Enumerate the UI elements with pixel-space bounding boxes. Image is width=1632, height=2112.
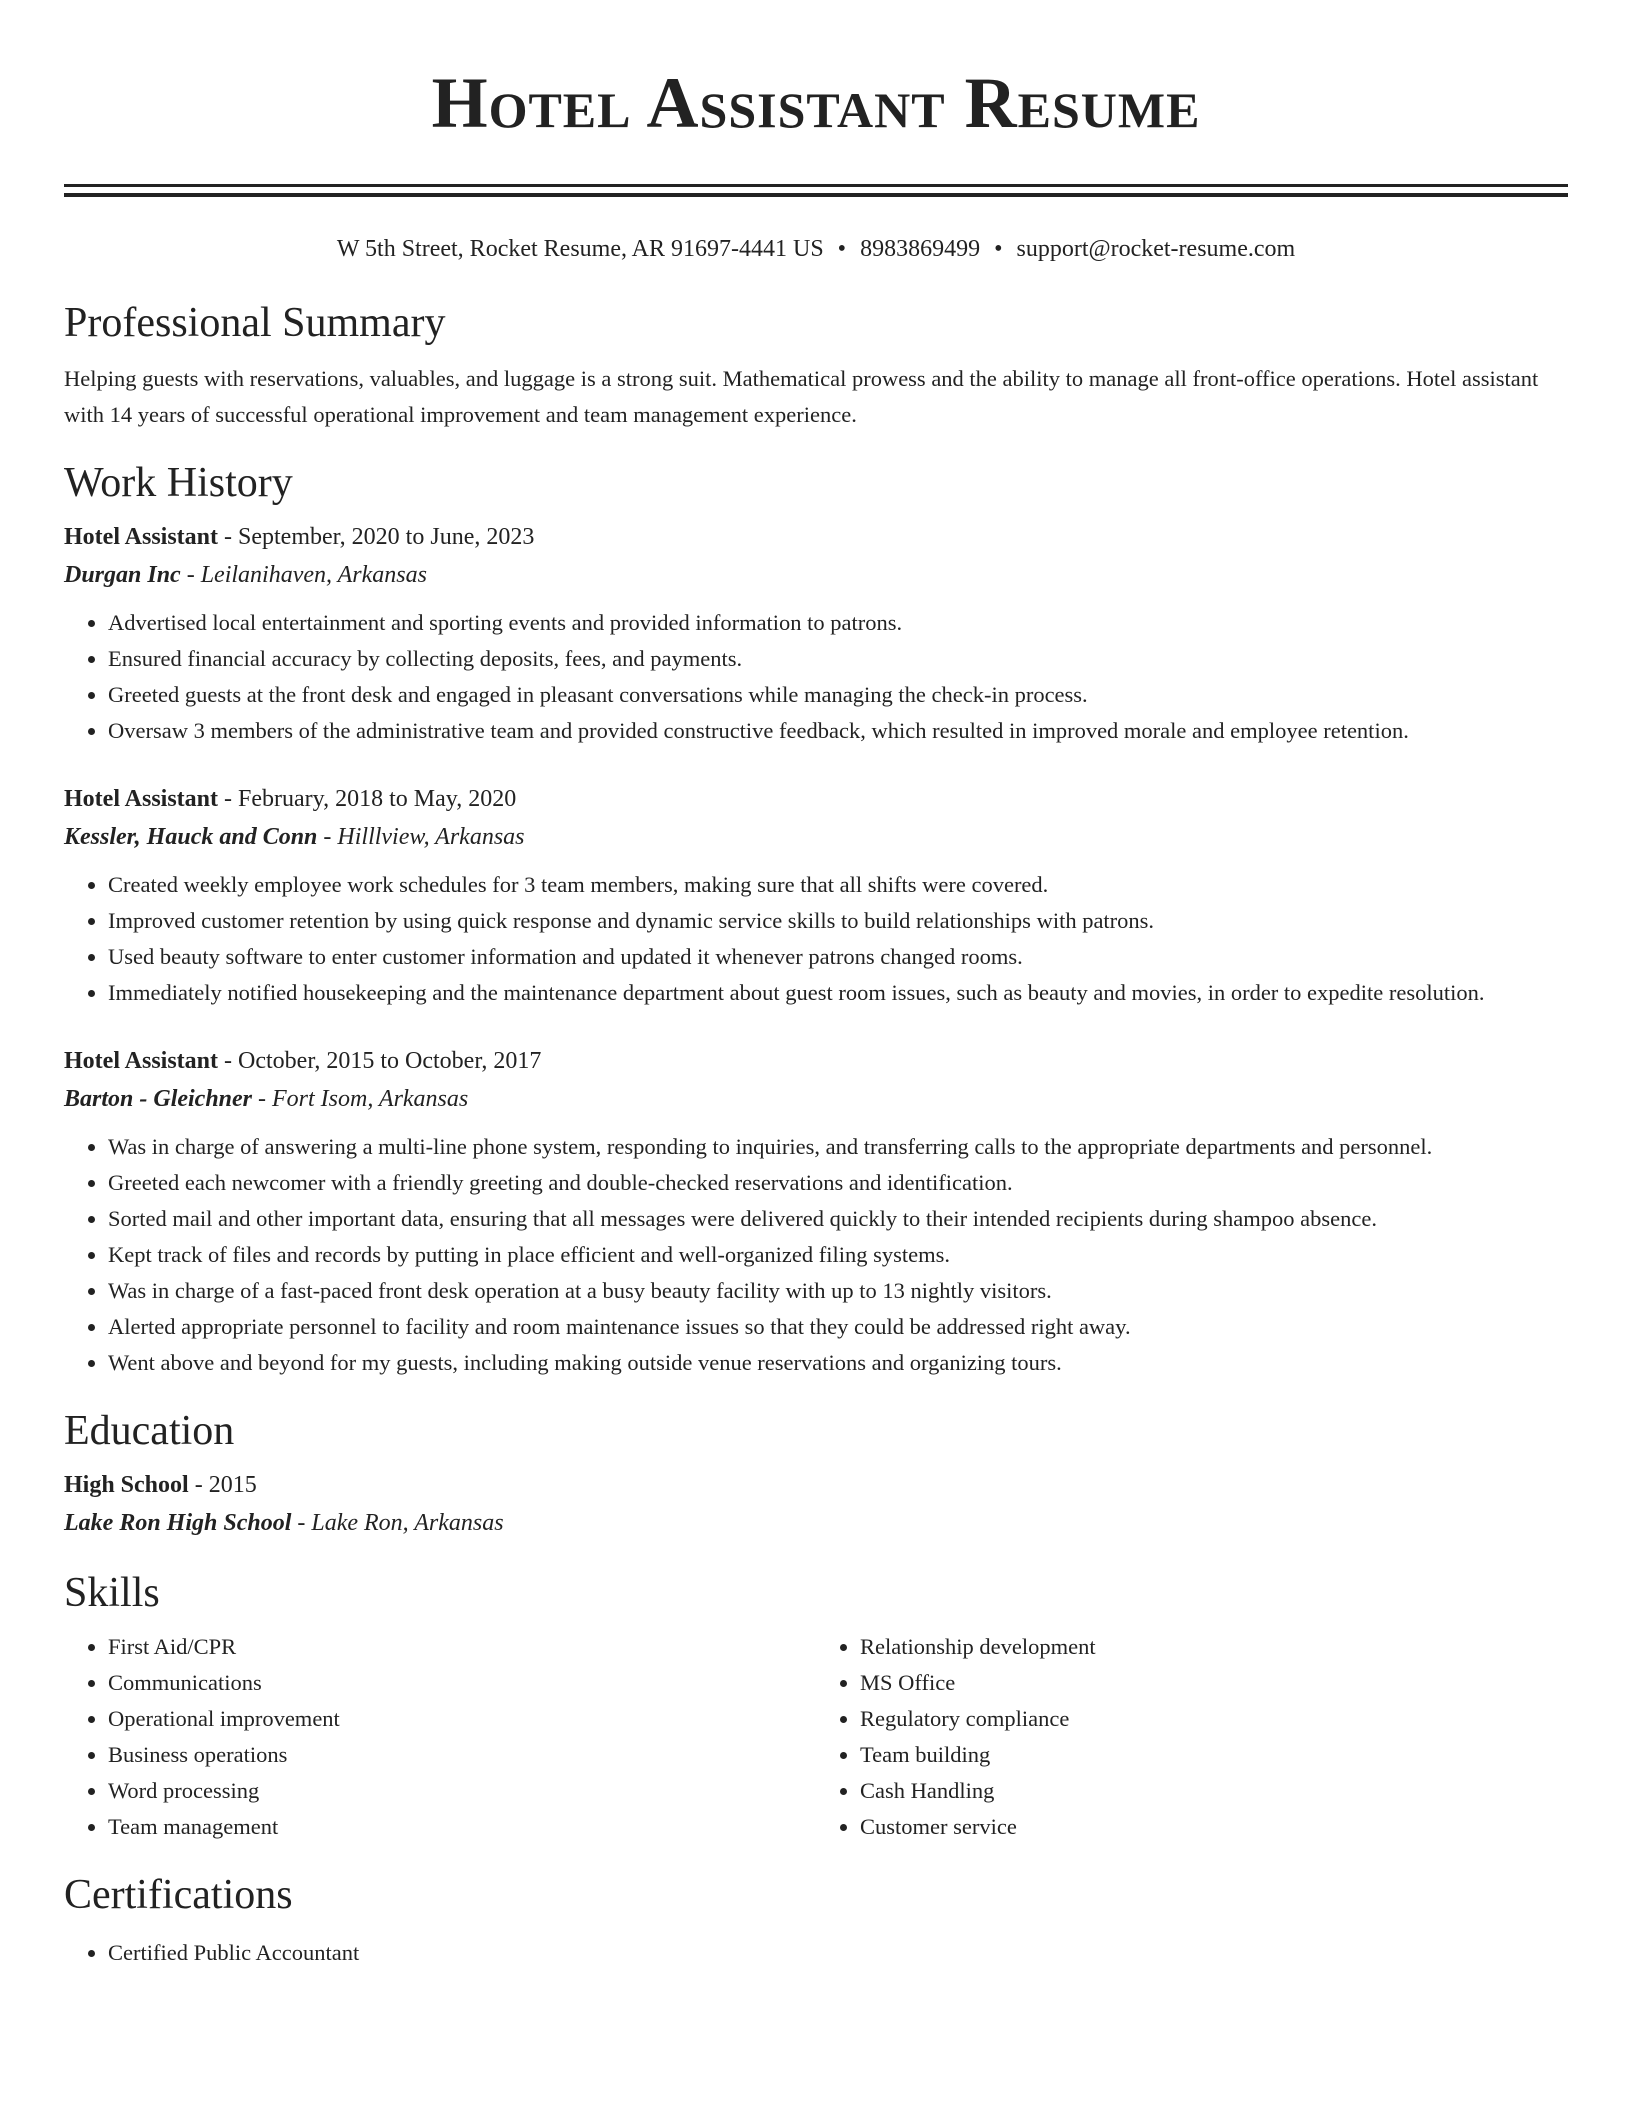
certifications-list: [64, 1935, 1568, 1971]
separator-dot: •: [837, 236, 847, 262]
degree-line: [64, 1467, 1568, 1503]
list-item: • Ensured financial accuracy by collecting deposits, fees, and payments.: [108, 641, 1568, 677]
job-dates: - October, 2015 to October, 2017: [218, 1048, 542, 1074]
list-item: • Improved customer retention by using quick response and dynamic service skills to build relationships with patrons.: [108, 903, 1568, 939]
list-item: • Immediately notified housekeeping and the maintenance department about guest room issues, such as beauty and movies, in order to expedite resolution.: [108, 975, 1568, 1011]
skill-item: • Cash Handling: [860, 1773, 1568, 1809]
company-line: [64, 817, 1568, 857]
title-rule-bottom: [64, 193, 1568, 197]
degree-name: High School: [64, 1472, 189, 1498]
skill-item: • Business operations: [108, 1737, 816, 1773]
skill-item: • Relationship development: [860, 1629, 1568, 1665]
skill-item: • Operational improvement: [108, 1701, 816, 1737]
contact-email[interactable]: support@rocket-resume.com: [1016, 236, 1296, 262]
list-item: • Went above and beyond for my guests, including making outside venue reservations and organizing tours.: [108, 1345, 1568, 1381]
job-duties-list: [64, 1129, 1568, 1381]
list-item: • Advertised local entertainment and sporting events and provided information to patrons.: [108, 605, 1568, 641]
list-item: • Oversaw 3 members of the administrative team and provided constructive feedback, which resulted in improved morale and employee retention.: [108, 713, 1568, 749]
list-item: • Kept track of files and records by putting in place efficient and well-organized filing systems.: [108, 1237, 1568, 1273]
section-heading-skills: Skills: [64, 1570, 160, 1616]
list-item: • Was in charge of answering a multi-line phone system, responding to inquiries, and transferring calls to the appropriate departments and personnel.: [108, 1129, 1568, 1165]
list-item: • Created weekly employee work schedules for 3 team members, making sure that all shifts were covered.: [108, 867, 1568, 903]
list-item: • Used beauty software to enter customer information and updated it whenever patrons changed rooms.: [108, 939, 1568, 975]
job-title-line: [64, 781, 1568, 817]
job-entry-3: [64, 1043, 1568, 1381]
skill-item: • Communications: [108, 1665, 816, 1701]
resume-title: Hotel Assistant Resume: [431, 63, 1201, 143]
job-entry-2: [64, 781, 1568, 1011]
skills-grid: [64, 1621, 1568, 1845]
job-title-line: [64, 519, 1568, 555]
contact-phone: 8983869499: [860, 236, 981, 262]
company-name: Durgan Inc: [64, 562, 181, 588]
job-title: Hotel Assistant: [64, 1048, 219, 1074]
job-title: Hotel Assistant: [64, 524, 219, 550]
skill-item: • Word processing: [108, 1773, 816, 1809]
company-line: [64, 555, 1568, 595]
job-entry-1: [64, 519, 1568, 749]
list-item: • Alerted appropriate personnel to facility and room maintenance issues so that they could be addressed right away.: [108, 1309, 1568, 1345]
separator-dot: •: [994, 236, 1003, 262]
job-title: Hotel Assistant: [64, 786, 219, 812]
list-item: • Was in charge of a fast-paced front desk operation at a busy beauty facility with up to 13 nightly visitors.: [108, 1273, 1568, 1309]
job-duties-list: [64, 867, 1568, 1011]
contact-address: W 5th Street, Rocket Resume, AR 91697-4441 US: [336, 236, 824, 262]
contact-line: [64, 233, 1568, 265]
section-heading-summary: Professional Summary: [64, 300, 446, 346]
job-dates: - February, 2018 to May, 2020: [218, 786, 517, 812]
company-name: Kessler, Hauck and Conn: [64, 824, 318, 850]
summary-text: Helping guests with reservations, valuables, and luggage is a strong suit. Mathematical prowess and the ability to manage all front-office operations. Hotel assistant with 14 years of successful operational improvement and team management experience.: [64, 366, 1539, 427]
graduation-year: - 2015: [188, 1472, 257, 1498]
job-title-line: [64, 1043, 1568, 1079]
school-name: Lake Ron High School: [64, 1510, 292, 1536]
list-item: • Greeted each newcomer with a friendly greeting and double-checked reservations and identification.: [108, 1165, 1568, 1201]
skill-item: • Customer service: [860, 1809, 1568, 1845]
list-item: • Greeted guests at the front desk and engaged in pleasant conversations while managing the check-in process.: [108, 677, 1568, 713]
list-item: • Sorted mail and other important data, ensuring that all messages were delivered quickly to their intended recipients during shampoo absence.: [108, 1201, 1568, 1237]
job-dates: - September, 2020 to June, 2023: [218, 524, 535, 550]
company-line: [64, 1079, 1568, 1119]
skills-column-right: [816, 1629, 1568, 1845]
skill-item: • MS Office: [860, 1665, 1568, 1701]
section-heading-education: Education: [64, 1408, 235, 1454]
skill-item: • Regulatory compliance: [860, 1701, 1568, 1737]
school-location: - Lake Ron, Arkansas: [291, 1510, 504, 1536]
skill-item: • Team management: [108, 1809, 816, 1845]
title-rule-top: [64, 184, 1568, 187]
company-location: - Hilllview, Arkansas: [317, 824, 525, 850]
education-entry: [64, 1467, 1568, 1543]
skill-item: • Team building: [860, 1737, 1568, 1773]
certification-item: • Certified Public Accountant: [108, 1935, 1568, 1971]
section-heading-certifications: Certifications: [64, 1872, 293, 1918]
company-name: Barton - Gleichner: [64, 1086, 253, 1112]
skills-column-left: [64, 1629, 816, 1845]
skill-item: • First Aid/CPR: [108, 1629, 816, 1665]
company-location: - Leilanihaven, Arkansas: [180, 562, 427, 588]
company-location: - Fort Isom, Arkansas: [252, 1086, 469, 1112]
school-line: [64, 1503, 1568, 1543]
section-heading-work-history: Work History: [64, 460, 293, 506]
job-duties-list: [64, 605, 1568, 749]
resume-page: [64, 0, 1568, 1971]
